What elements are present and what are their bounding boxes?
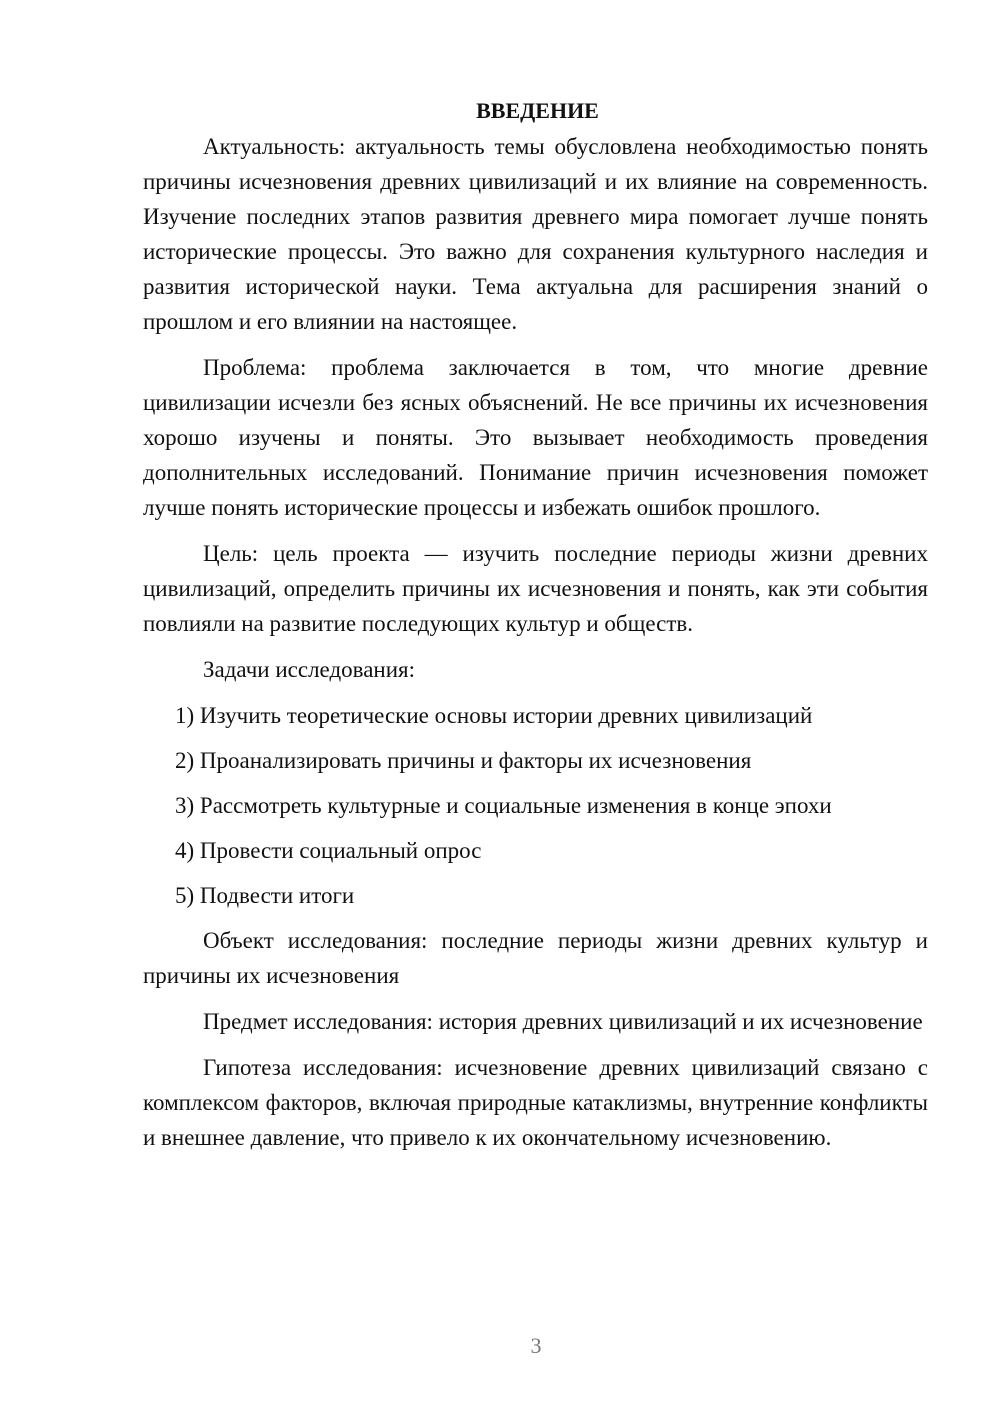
page-number: 3 xyxy=(530,1333,542,1358)
list-item: 4) Провести социальный опрос xyxy=(175,838,482,863)
subject-paragraph: Предмет исследования: история древних цивилизаций и их исчезновение xyxy=(203,1009,923,1034)
relevance-paragraph: Актуальность: актуальность темы обусловлена необходимостью понять причины исчезновения древних цивилизаций и их влияние на современность. Изучение последних этапов развития древнего мира помогает лучше понять исторические процессы. Это важно для сохранения культурного наследия и развития исторической науки. Тема актуальна для расширения знаний о прошлом и его влиянии на настоящее. xyxy=(143,134,928,334)
page-content xyxy=(143,93,928,1166)
problem-paragraph: Проблема: проблема заключается в том, что многие древние цивилизации исчезли без ясных объяснений. Не все причины их исчезновения хорошо изучены и поняты. Это вызывает необходимость проведения дополнительных исследований. Понимание причин исчезновения поможет лучше понять исторические процессы и избежать ошибок прошлого. xyxy=(143,355,928,520)
section-title xyxy=(143,93,928,129)
list-item: 2) Проанализировать причины и факторы их исчезновения xyxy=(175,748,752,773)
goal-paragraph: Цель: цель проекта — изучить последние периоды жизни древних цивилизаций, определить причины их исчезновения и понять, как эти события повлияли на развитие последующих культур и обществ. xyxy=(143,541,928,636)
tasks-list xyxy=(143,698,928,913)
list-item: 1) Изучить теоретические основы истории древних цивилизаций xyxy=(175,703,813,728)
hypothesis-paragraph: Гипотеза исследования: исчезновение древних цивилизаций связано с комплексом факторов, включая природные катаклизмы, внутренние конфликты и внешнее давление, что привело к их окончательному исчезновению. xyxy=(143,1055,928,1150)
tasks-heading: Задачи исследования: xyxy=(203,657,416,682)
object-paragraph: Объект исследования: последние периоды жизни древних культур и причины их исчезновения xyxy=(143,928,928,988)
list-item: 5) Подвести итоги xyxy=(175,883,355,908)
list-item: 3) Рассмотреть культурные и социальные изменения в конце эпохи xyxy=(175,793,832,818)
section-title-text: ВВЕДЕНИЕ xyxy=(476,98,599,123)
